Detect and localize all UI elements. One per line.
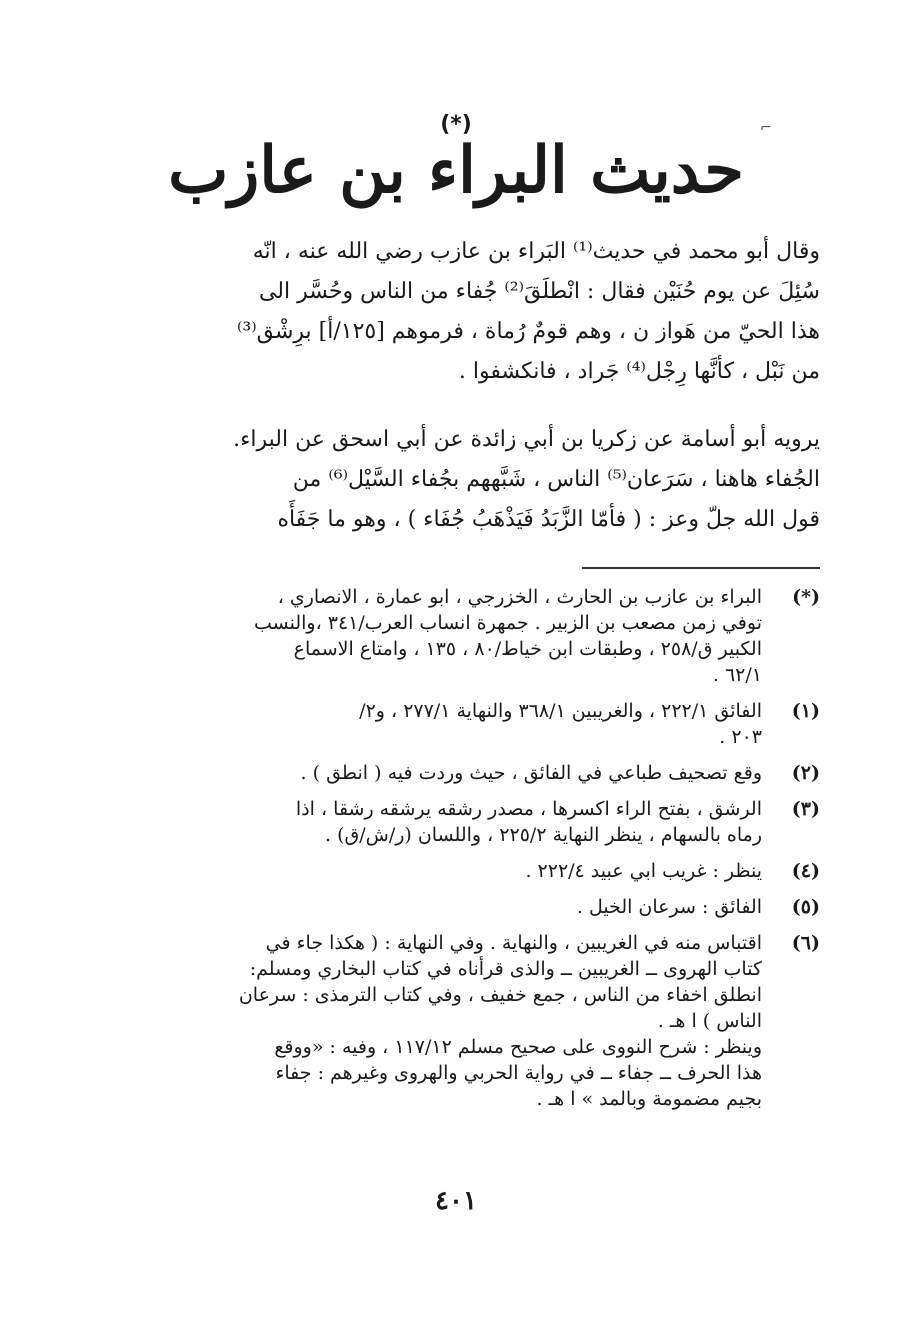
- footnote-4: [100, 858, 820, 884]
- footnote-line: كتاب الهروى ــ الغريبين ــ والذى قرأناه في كتاب البخاري ومسلم:: [249, 958, 762, 980]
- footnote-6: [100, 930, 820, 1112]
- footnote-marker: (٢): [791, 762, 820, 784]
- footnote-1: [100, 698, 820, 750]
- footnote-3: [100, 796, 820, 848]
- page-title: حديث البراء بن عازب: [168, 133, 744, 208]
- footnote-line: وينظر : شرح النووى على صحيح مسلم ١١٧/١٢ ، وفيه : «ووقع: [274, 1036, 762, 1058]
- footnote-line: ٢٠٣ .: [719, 726, 762, 748]
- footnote-line: هذا الحرف ــ جفاء ــ في رواية الحربي والهروى وغيرهم : جفاء: [275, 1062, 762, 1084]
- footnote-line: ٦٢/١ .: [712, 664, 762, 686]
- footnote-line: البراء بن عازب بن الحارث ، الخزرجي ، ابو عمارة ، الانصاري ،: [277, 586, 762, 608]
- footnote-marker: (٥): [791, 896, 820, 918]
- footnote-line: بجيم مضمومة وبالمد » ا هـ .: [536, 1088, 762, 1110]
- footnote-line: الناس ) ا هـ .: [657, 1010, 762, 1032]
- footnote-divider: [582, 567, 820, 569]
- footnote-2: [100, 760, 820, 786]
- footnote-line: الفائق ٢٢٢/١ ، والغريبين ٣٦٨/١ والنهاية ٢٧٧/١ ، و٢/: [359, 700, 762, 722]
- text-line: سُئِلَ عن يوم حُنَيْن فقال : انْطلَقَ⁽²⁾ جُفاء من الناس وحُسَّر الى: [258, 279, 820, 304]
- margin-mark: ⌐: [760, 120, 772, 136]
- footnote-line: وقع تصحيف طباعي في الفائق ، حيث وردت فيه ( انطق ) .: [300, 762, 762, 784]
- text-line: الجُفاء هاهنا ، سَرَعان⁽⁵⁾ الناس ، شَبَّههم بجُفاء السَّيْل⁽⁶⁾ من: [292, 467, 820, 492]
- footnote-line: اقتباس منه في الغريبين ، والنهاية . وفي النهاية : ( هكذا جاء في: [265, 932, 762, 954]
- text-line: قول الله جلّ وعز : ( فأمّا الزَّبَدُ فَيَذْهَبُ جُفَاء ) ، وهو ما جَفَأَه: [277, 507, 820, 532]
- footnote-5: [100, 894, 820, 920]
- footnote-marker: (٦): [791, 932, 820, 954]
- paragraph-1: [108, 232, 820, 392]
- footnote-marker: (١): [791, 700, 820, 722]
- footnote-line: رماه بالسهام ، ينظر النهاية ٢٢٥/٢ ، واللسان (ر/ش/ق) .: [325, 824, 762, 846]
- main-text: [108, 232, 820, 540]
- footnote-line: توفي زمن مصعب بن الزبير . جمهرة انساب العرب/٣٤١ ،والنسب: [254, 612, 762, 634]
- footnote-line: الكبير ق/٢٥٨ ، وطبقات ابن خياط/٨٠ ، ١٣٥ ، وامتاع الاسماع: [293, 638, 762, 660]
- text-line: هذا الحيّ من هَواز ن ، وهم قومٌ رُماة ، فرموهم [١٢٥/أ] برِشْق⁽³⁾: [236, 319, 820, 344]
- text-line: يرويه أبو أسامة عن زكريا بن أبي زائدة عن أبي اسحق عن البراء.: [233, 427, 820, 452]
- footnote-line: انطلق اخفاء من الناس ، جمع خفيف ، وفي كتاب الترمذى : سرعان: [238, 984, 762, 1006]
- footnote-line: ينظر : غريب ابي عبيد ٢٢٢/٤ .: [525, 860, 762, 882]
- title-marker: (*): [440, 112, 472, 137]
- footnote-marker: (٤): [791, 860, 820, 882]
- footnote-line: الفائق : سرعان الخيل .: [576, 896, 762, 918]
- footnote-marker: (*): [792, 586, 820, 608]
- text-line: من نَبْل ، كأنَّها رِجْل⁽⁴⁾ جَراد ، فانكشفوا .: [458, 359, 820, 384]
- footnote-star: [100, 584, 820, 688]
- footnote-line: الرشق ، بفتح الراء اكسرها ، مصدر رشقه يرشقه رشقا ، اذا: [295, 798, 762, 820]
- paragraph-2: [108, 420, 820, 540]
- text-line: وقال أبو محمد في حديث⁽¹⁾ البَراء بن عازب رضي الله عنه ، انّه: [252, 239, 820, 264]
- page-number: ٤٠١: [435, 1186, 477, 1216]
- footnote-marker: (٣): [791, 798, 820, 820]
- footnotes: [100, 584, 820, 1122]
